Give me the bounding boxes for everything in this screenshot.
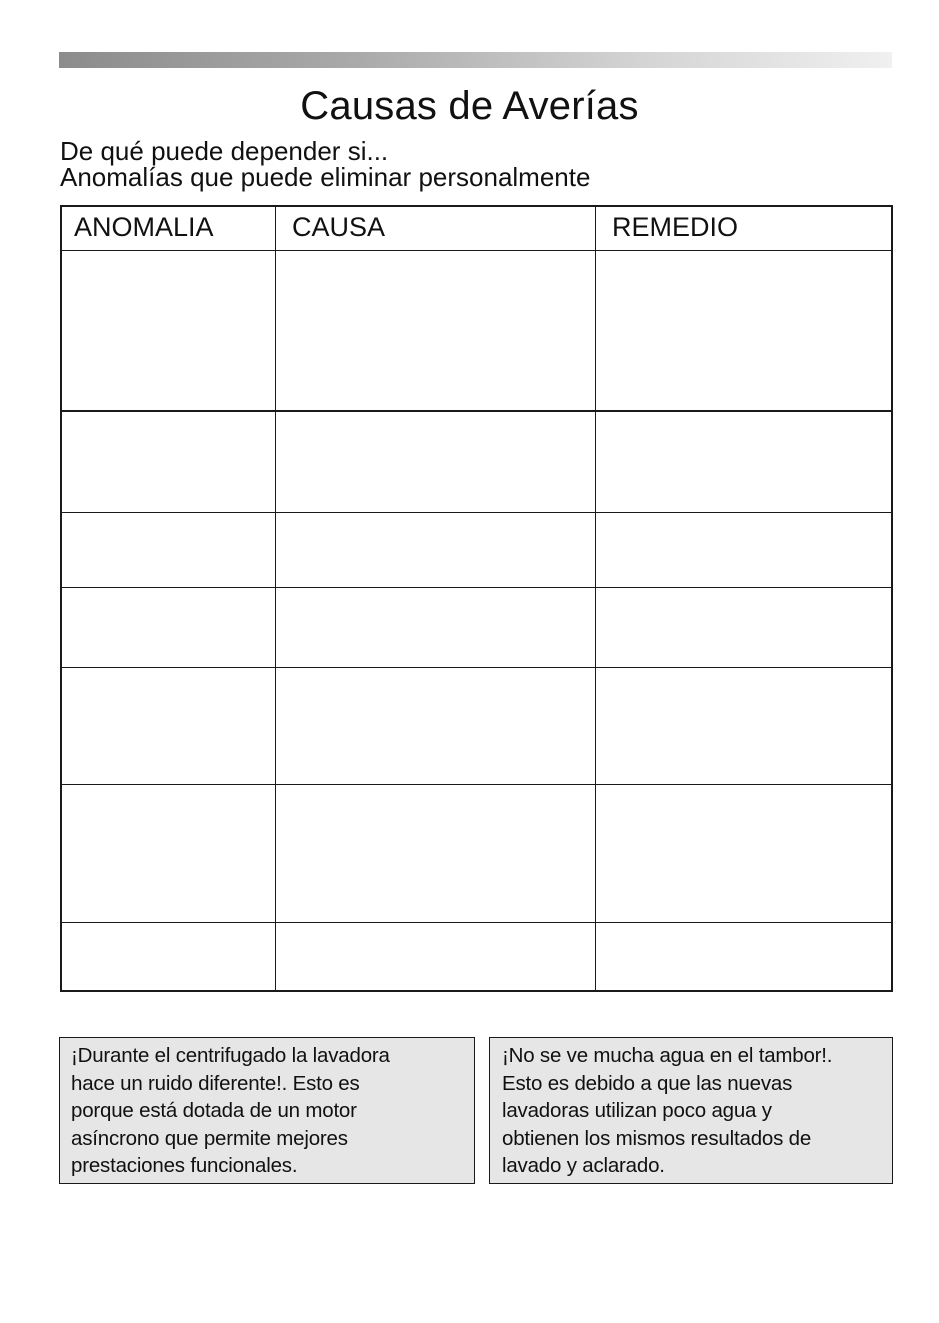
table-cell-causa: [276, 588, 596, 667]
table-cell-remedio: [596, 251, 891, 410]
table-cell-causa: [276, 668, 596, 784]
table-row: [62, 668, 891, 785]
table-row: [62, 785, 891, 923]
table-row: [62, 923, 891, 990]
page-subtitle-secondary: Anomalías que puede eliminar personalmente: [60, 162, 591, 192]
column-header-anomalia: ANOMALIA: [62, 207, 276, 250]
table-header-row: [62, 207, 891, 251]
column-header-remedio: REMEDIO: [612, 212, 739, 242]
note-text-line: ¡Durante el centrifugado la lavadora: [71, 1044, 390, 1067]
table-cell-remedio: [596, 588, 891, 667]
note-text-line: prestaciones funcionales.: [71, 1154, 298, 1177]
table-cell-causa: [276, 513, 596, 587]
note-box-centrifugado: [59, 1037, 475, 1184]
page-title: Causas de Averías: [300, 84, 639, 128]
note-text-line: ¡No se ve mucha agua en el tambor!.: [502, 1044, 833, 1067]
table-cell-anomalia: [62, 513, 276, 587]
note-text-line: Esto es debido a que las nuevas: [502, 1071, 793, 1095]
table-cell-anomalia: [62, 668, 276, 784]
page-subtitle: De qué puede depender si...: [60, 136, 389, 166]
table-cell-causa: [276, 785, 596, 922]
table-cell-anomalia: [62, 251, 276, 410]
table-cell-remedio: [596, 668, 891, 784]
table-cell-remedio: [596, 513, 891, 587]
note-text-line: porque está dotada de un motor: [71, 1099, 357, 1122]
table-cell-anomalia: [62, 588, 276, 667]
note-box-agua-tambor: [489, 1037, 893, 1184]
note-text-line: lavado y aclarado.: [502, 1154, 665, 1177]
table-cell-causa: [276, 251, 596, 410]
table-cell-causa: [276, 412, 596, 512]
table-row: [62, 588, 891, 668]
decorative-header-bar: [59, 52, 892, 68]
table-cell-remedio: [596, 923, 891, 990]
note-text-line: asíncrono que permite mejores: [71, 1126, 348, 1150]
column-header-causa: CAUSA: [276, 207, 596, 250]
table-cell-remedio: [596, 412, 891, 512]
note-text-line: obtienen los mismos resultados de: [502, 1126, 812, 1150]
table-cell-anomalia: [62, 923, 276, 990]
table-cell-remedio: [596, 785, 891, 922]
table-cell-anomalia: [62, 412, 276, 512]
table-row: [62, 412, 891, 513]
troubleshooting-table: [60, 205, 893, 992]
table-row: [62, 513, 891, 588]
table-cell-causa: [276, 923, 596, 990]
table-row: [62, 251, 891, 412]
note-text-line: hace un ruido diferente!. Esto es: [71, 1071, 360, 1095]
table-cell-anomalia: [62, 785, 276, 922]
note-text-line: lavadoras utilizan poco agua y: [502, 1099, 772, 1122]
